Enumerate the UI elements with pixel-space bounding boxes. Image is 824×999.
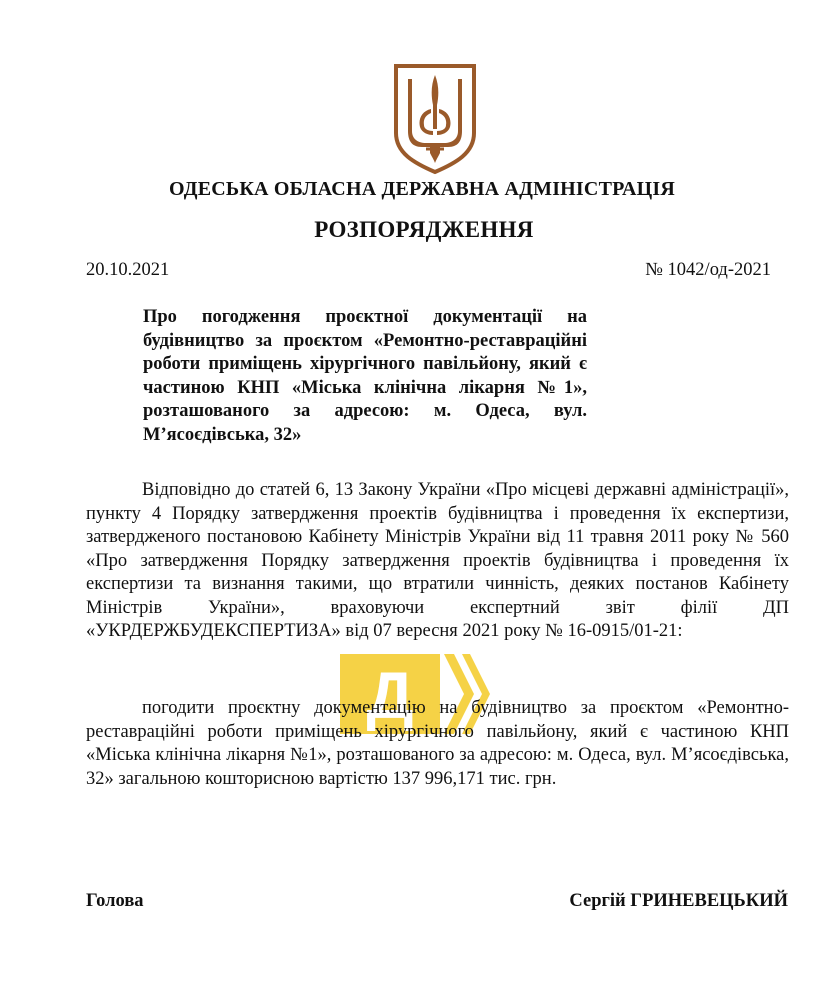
signature-name: Сергій ГРИНЕВЕЦЬКИЙ: [569, 891, 788, 911]
document-number: № 1042/од-2021: [645, 260, 771, 280]
coat-of-arms-trident-icon: [392, 63, 478, 175]
body-paragraph-basis: Відповідно до статей 6, 13 Закону України «Про місцеві державні адміністрації», пункту 4 Порядку затвердження проектів будівництва і проведення їх експертизи, затвердженого постановою Кабінету Міністрів України від 11 травня 2011 року № 560 «Про затвердження Порядку затвердження проектів будівництва і проведення їх експертизи та визнання такими, що втратили чинність, деяких постанов Кабінету Міністрів України», враховуючи експертний звіт філії ДП «УКРДЕРЖБУДЕКСПЕРТИЗА» від 07 вересня 2021 року № 16-0915/01-21:: [86, 480, 789, 641]
document-subject: Про погодження проєктної документації на будівництво за проєктом «Ремонтно-реставраційні роботи приміщень хірургічного павільйону, який є частиною КНП «Міська клінічна лікарня №1», розташованого за адресою: м. Одеса, вул. М’ясоєдівська, 32»: [143, 307, 587, 445]
document-date: 20.10.2021: [86, 260, 170, 280]
svg-text:Д: Д: [366, 658, 414, 732]
organization-title: ОДЕСЬКА ОБЛАСНА ДЕРЖАВНА АДМІНІСТРАЦІЯ: [169, 178, 675, 200]
document-type-title: РОЗПОРЯДЖЕННЯ: [314, 217, 534, 242]
body-paragraph-decision: погодити проєктну документацію на будівництво за проєктом «Ремонтно-реставраційні роботи приміщень хірургічного павільйону, який є частиною КНП «Міська клінічна лікарня №1», розташованого за адресою: м. Одеса, вул. М’ясоєдівська, 32» загальною кошторисною вартістю 137 996,171 тис. грн.: [86, 698, 789, 789]
signature-role: Голова: [86, 891, 144, 911]
